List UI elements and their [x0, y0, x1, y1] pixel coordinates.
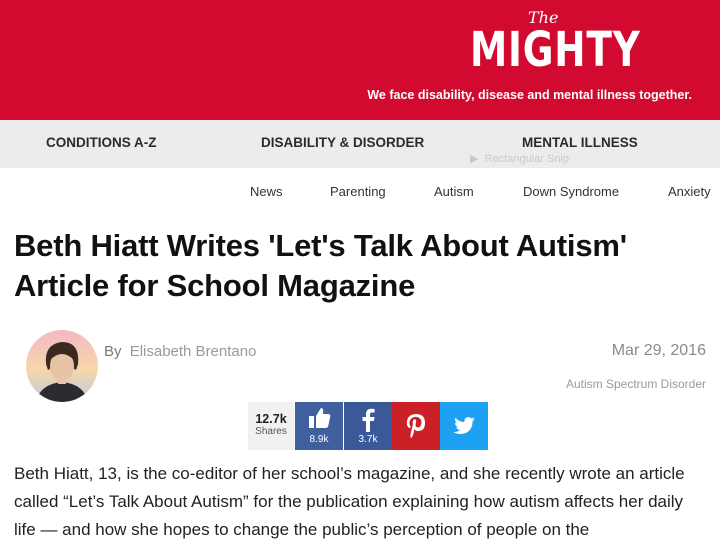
tagline: We face disability, disease and mental illness together.	[367, 88, 692, 102]
twitter-icon	[440, 402, 488, 450]
nav-conditions-a-z[interactable]: CONDITIONS A-Z	[46, 135, 157, 150]
twitter-share-button[interactable]	[440, 402, 488, 450]
article-body: Beth Hiatt, 13, is the co-editor of her school’s magazine, and she recently wrote an article called “Let’s Talk About Autism” for the publication explaining how autism affects her daily life — and how she hopes to change the public’s perception of people on the	[14, 464, 685, 539]
site-header	[0, 0, 720, 120]
snip-overlay-text: Rectangular Snip	[484, 153, 569, 165]
subnav-down-syndrome[interactable]: Down Syndrome	[523, 184, 620, 199]
pinterest-share-button[interactable]	[392, 402, 440, 450]
byline	[104, 343, 256, 360]
play-icon: ▶	[470, 153, 479, 165]
author-photo	[26, 330, 98, 402]
pinterest-icon	[392, 402, 440, 450]
byline-prefix: By	[104, 343, 122, 360]
share-total-label: Shares	[255, 426, 287, 437]
subnav-parenting[interactable]: Parenting	[330, 184, 386, 199]
facebook-share-button[interactable]	[344, 402, 392, 450]
avatar[interactable]	[26, 330, 98, 402]
subnav-autism[interactable]: Autism	[434, 184, 474, 199]
thumbs-up-icon	[295, 402, 343, 434]
share-total: 12.7k	[255, 412, 287, 426]
nav-mental-illness[interactable]: MENTAL ILLNESS	[522, 135, 638, 150]
article-title: Beth Hiatt Writes 'Let's Talk About Autism' Article for School Magazine	[14, 228, 627, 303]
share-count	[248, 402, 294, 450]
facebook-like-button[interactable]	[295, 402, 343, 450]
publish-date: Mar 29, 2016	[611, 342, 706, 359]
snip-overlay-label	[470, 152, 569, 165]
topic-tag[interactable]: Autism Spectrum Disorder	[565, 377, 706, 391]
like-count: 8.9k	[309, 434, 329, 445]
author-name[interactable]: Elisabeth Brentano	[129, 343, 257, 360]
nav-disability-disorder[interactable]: DISABILITY & DISORDER	[261, 135, 425, 150]
subnav-news[interactable]: News	[250, 184, 283, 199]
logo-the[interactable]: The	[528, 8, 559, 27]
facebook-icon	[344, 402, 392, 434]
subnav-anxiety[interactable]: Anxiety	[668, 184, 711, 199]
category-nav	[0, 120, 720, 168]
logo[interactable]: MIGHTY	[470, 22, 641, 78]
facebook-count: 3.7k	[358, 434, 378, 445]
